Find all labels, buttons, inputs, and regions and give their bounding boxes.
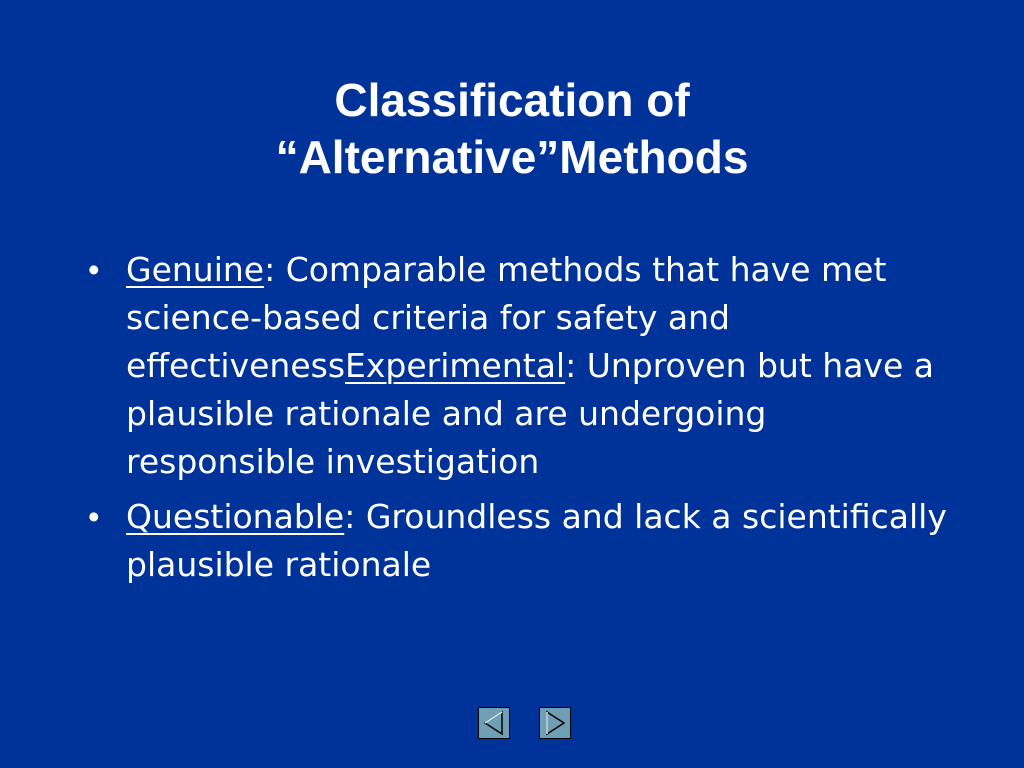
next-slide-button[interactable] bbox=[539, 707, 571, 739]
bullet-marker: • bbox=[88, 251, 100, 288]
slide-title bbox=[0, 72, 1024, 186]
title-line-1: Classification of bbox=[334, 74, 690, 126]
questionable-definition: : Groundless and lack a scientifically plausible rationale bbox=[126, 497, 947, 584]
genuine-definition: : Comparable methods that have met science-based criteria for safety and effectiveness bbox=[126, 250, 887, 385]
bullet-item-genuine bbox=[88, 246, 948, 486]
experimental-definition: : Unproven but have a plausible rationale and are undergoing responsible investigation bbox=[126, 346, 934, 481]
right-arrow-icon bbox=[540, 708, 570, 738]
bullet-marker: • bbox=[88, 498, 100, 535]
title-line-2: “Alternative”Methods bbox=[275, 131, 749, 183]
bullet-item-questionable bbox=[88, 493, 948, 589]
left-arrow-icon bbox=[479, 708, 509, 738]
term-genuine: Genuine bbox=[126, 250, 265, 289]
term-questionable: Questionable bbox=[126, 497, 345, 536]
bullet-list bbox=[88, 246, 948, 596]
term-experimental: Experimental bbox=[345, 346, 566, 385]
previous-slide-button[interactable] bbox=[478, 707, 510, 739]
